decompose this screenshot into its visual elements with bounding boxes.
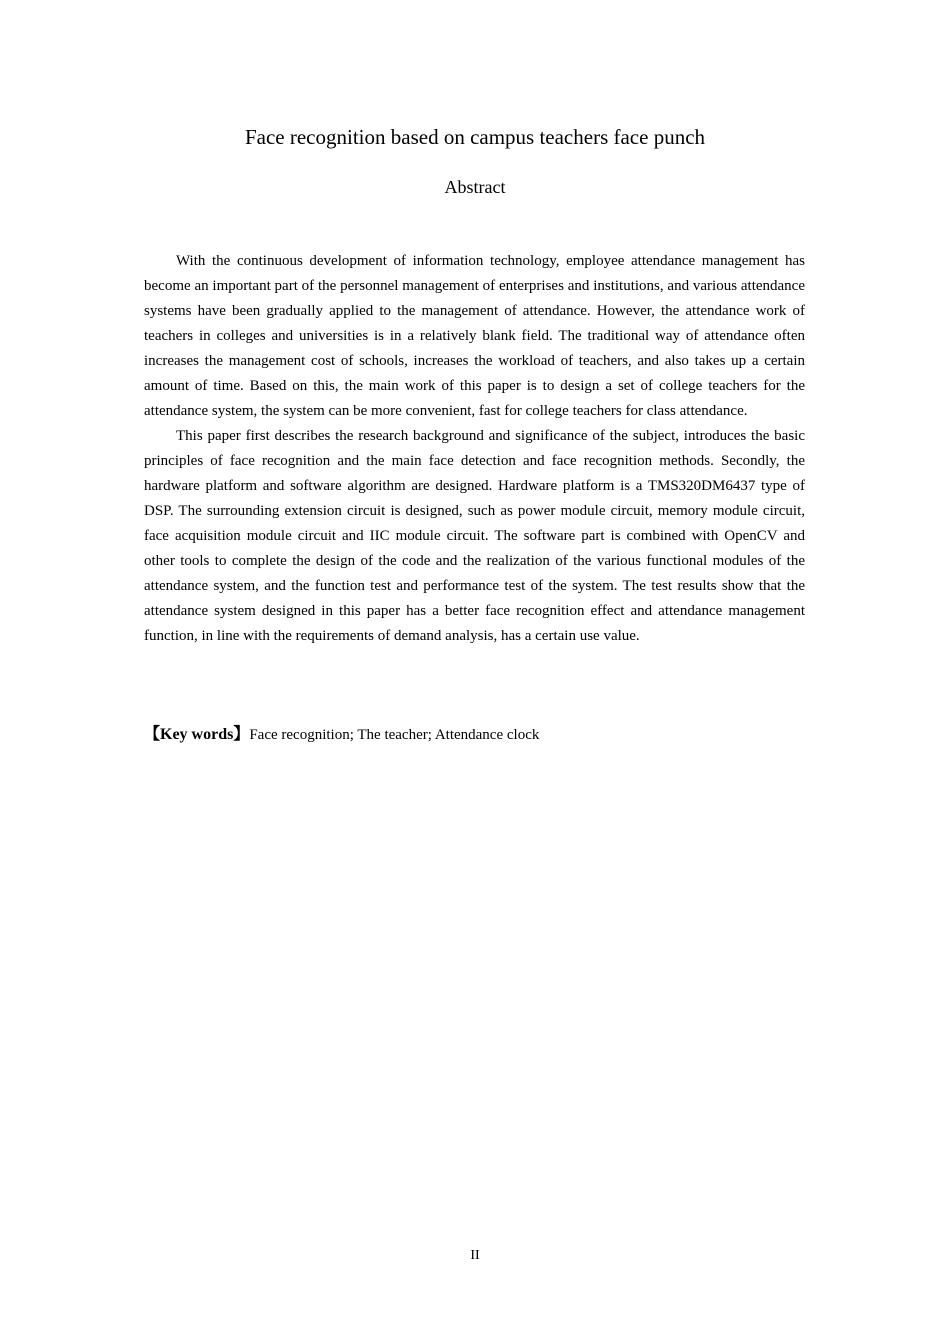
page-number: II bbox=[470, 1248, 480, 1263]
abstract-heading: Abstract bbox=[444, 177, 506, 197]
paper-title: Face recognition based on campus teachers face punch bbox=[244, 125, 706, 149]
keywords-label: 【Key words】 bbox=[144, 726, 250, 743]
keywords-text: Face recognition; The teacher; Attendance clock bbox=[249, 727, 540, 743]
abstract-paragraph-2: This paper first describes the research background and significance of the subject, introduces the basic principles of face recognition and the main face detection and face recognition methods. Secondly, the hardware platform and software algorithm are designed. Hardware platform is a TMS320DM6437 type of DSP. The surrounding extension circuit is designed, such as power module circuit, memory module circuit, face acquisition module circuit and IIC module circuit. The software part is combined with OpenCV and other tools to complete the design of the code and the realization of the various functional modules of the attendance system, and the function test and performance test of the system. The test results show that the attendance system designed in this paper has a better face recognition effect and attendance management function, in line with the requirements of demand analysis, has a certain use value. bbox=[144, 428, 805, 644]
abstract-body bbox=[144, 249, 805, 649]
abstract-paragraph-1: With the continuous development of information technology, employee attendance management has become an important part of the personnel management of enterprises and institutions, and various attendance systems have been gradually applied to the management of attendance. However, the attendance work of teachers in colleges and universities is in a relatively blank field. The traditional way of attendance often increases the management cost of schools, increases the workload of teachers, and also takes up a certain amount of time. Based on this, the main work of this paper is to design a set of college teachers for the attendance system, the system can be more convenient, fast for college teachers for class attendance. bbox=[144, 253, 805, 419]
keywords-line bbox=[144, 722, 805, 748]
